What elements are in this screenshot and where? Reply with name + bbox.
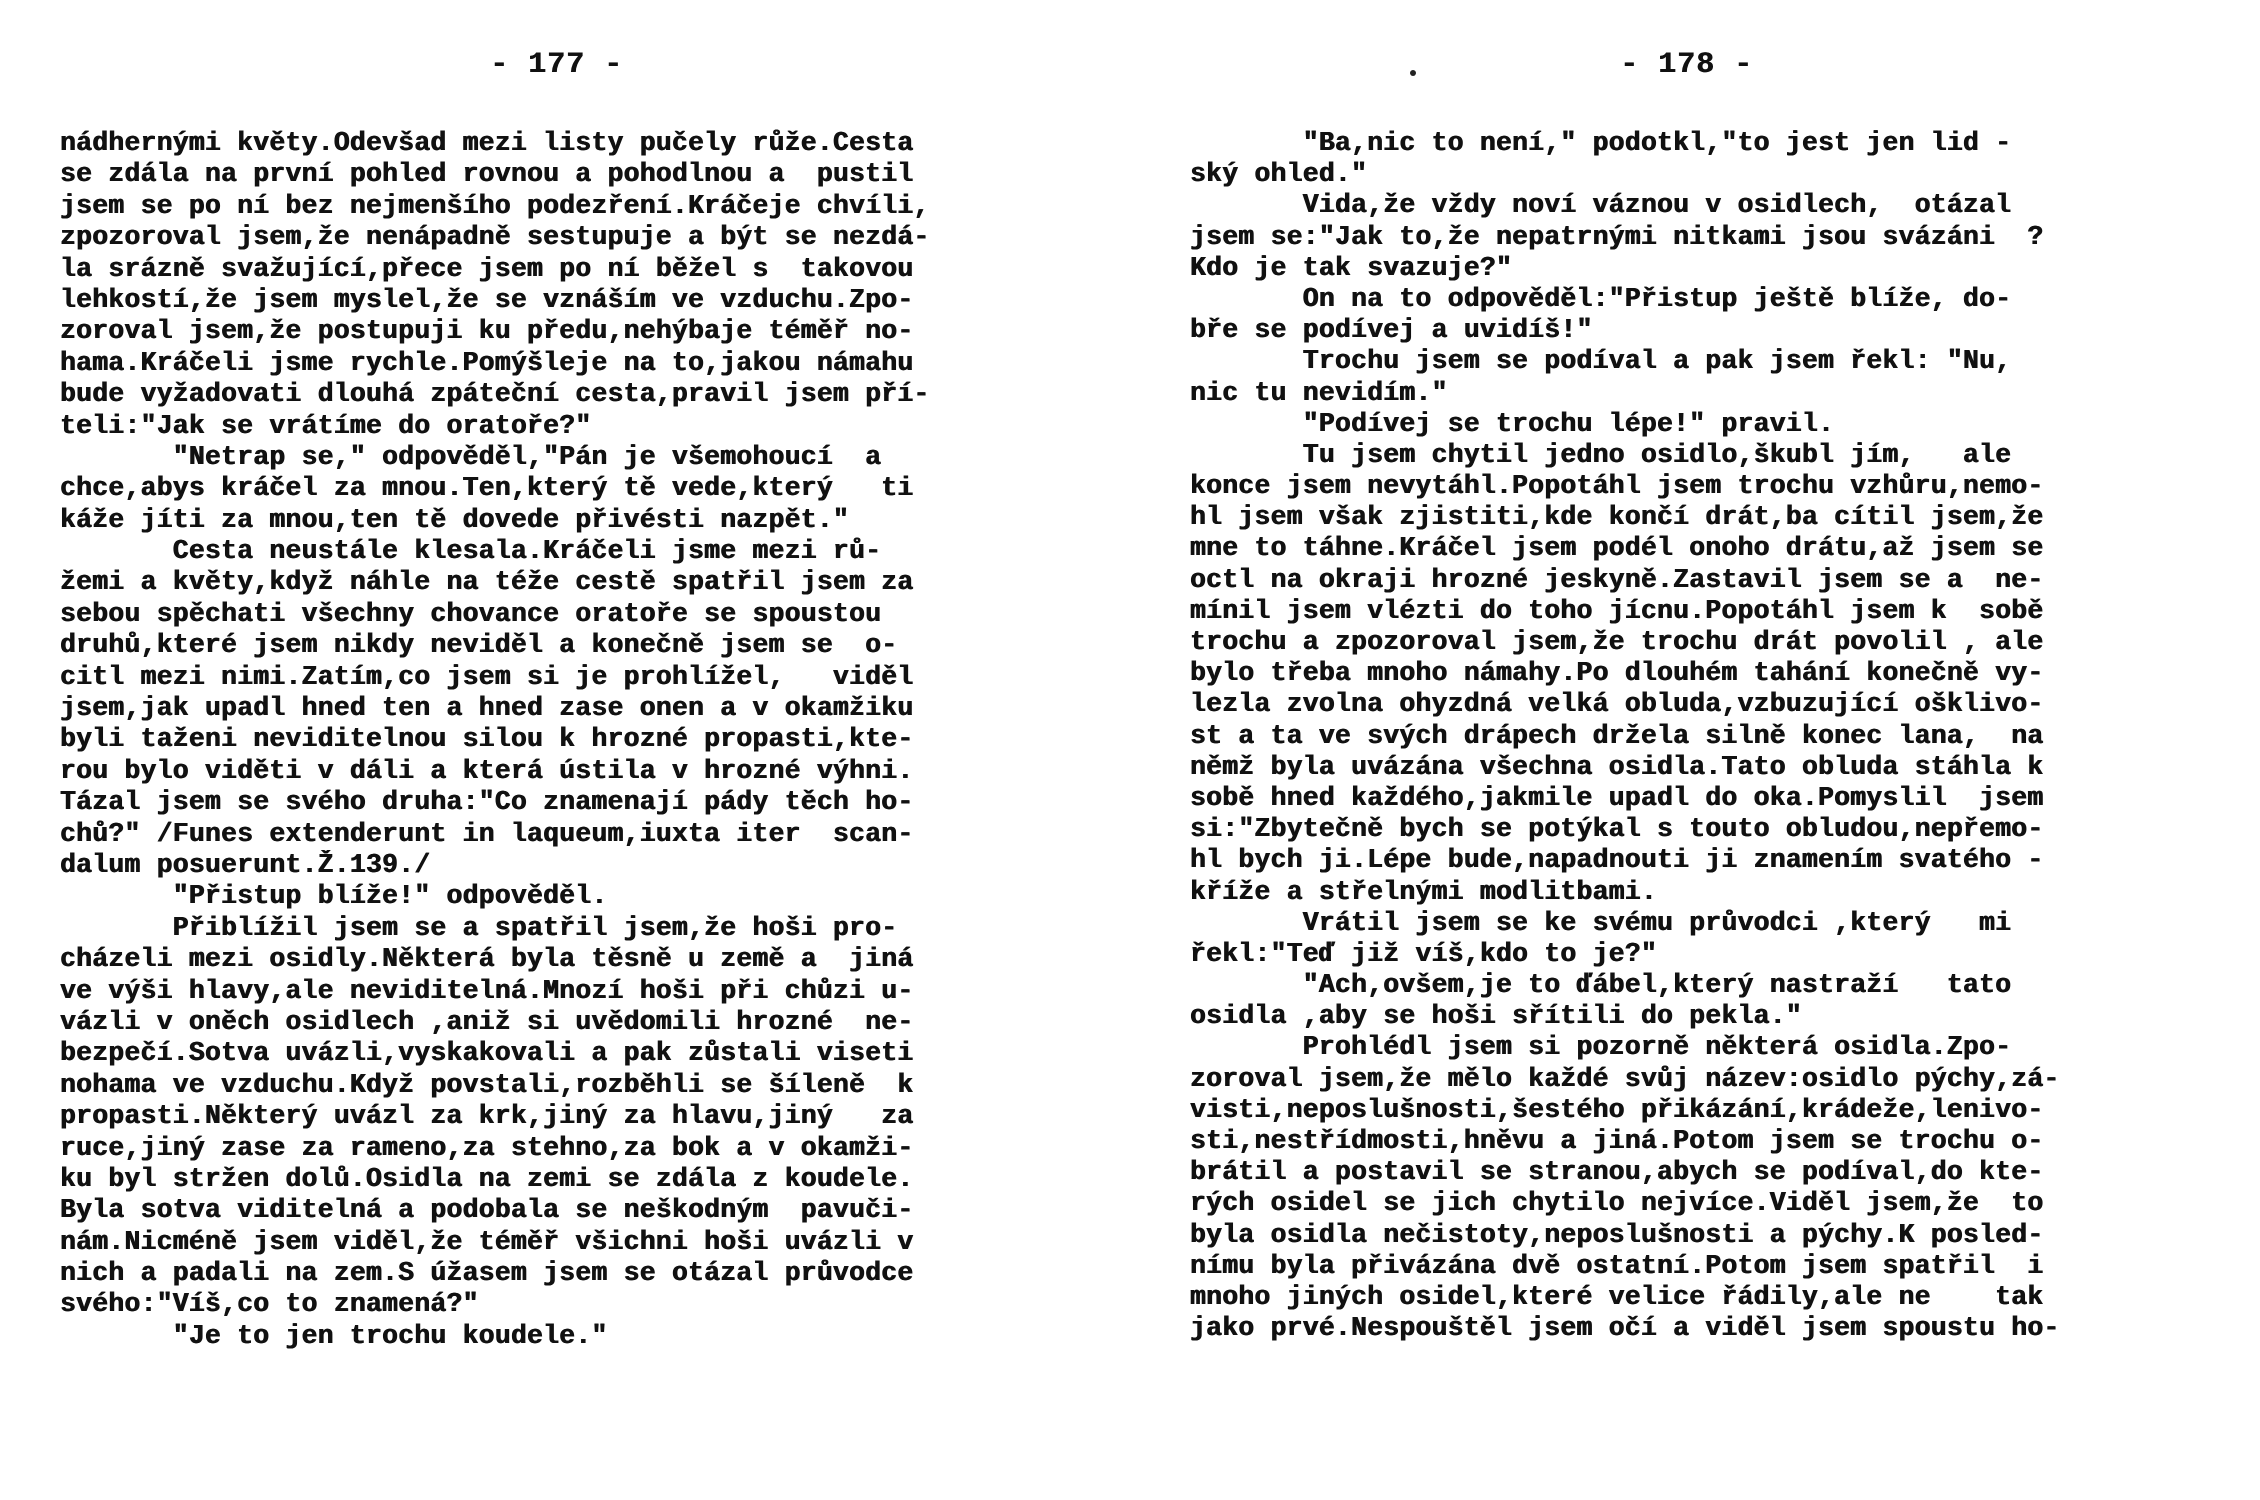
text-line: osidla ,aby se hoši sřítili do pekla." xyxy=(1190,1001,1802,1032)
page-number-right: - 178 - xyxy=(1620,48,1754,82)
text-line: Tázal jsem se svého druha:"Co znamenají pády těch ho- xyxy=(60,787,914,818)
text-line: teli:"Jak se vrátíme do oratoře?" xyxy=(60,410,592,441)
text-line: nich a padali na zem.S úžasem jsem se otázal průvodce xyxy=(60,1258,914,1289)
text-line: druhů,které jsem nikdy neviděl a konečně jsem se o- xyxy=(60,630,898,661)
text-line: Tu jsem chytil jedno osidlo,škubl jím, ale xyxy=(1190,439,2012,470)
text-line: "Netrap se," odpověděl,"Pán je všemohoucí a xyxy=(60,441,882,472)
text-line: Trochu jsem se podíval a pak jsem řekl: "Nu, xyxy=(1190,346,2012,377)
text-line: propasti.Některý uvázl za krk,jiný za hlavu,jiný za xyxy=(60,1101,914,1132)
text-line: chů?" /Funes extenderunt in laqueum,iuxta iter scan- xyxy=(60,818,914,849)
text-line: dalum posuerunt.Ž.139./ xyxy=(60,849,431,880)
text-line: káže jíti za mnou,ten tě dovede přivésti nazpět." xyxy=(60,504,850,535)
text-line: Cesta neustále klesala.Kráčeli jsme mezi rů- xyxy=(60,536,882,567)
text-line: sebou spěchati všechny chovance oratoře se spoustou xyxy=(60,598,882,629)
text-line: Vrátil jsem se ke svému průvodci ,který mi xyxy=(1190,907,2012,938)
text-line: kříže a střelnými modlitbami. xyxy=(1190,876,1657,907)
text-line: la srázně svažující,přece jsem po ní běžel s takovou xyxy=(60,253,914,284)
text-line: svého:"Víš,co to znamená?" xyxy=(60,1289,479,1320)
text-line: st a ta ve svých drápech držela silně konec lana, na xyxy=(1190,720,2044,751)
text-line: On na to odpověděl:"Přistup ještě blíže, do- xyxy=(1190,283,2012,314)
text-line: Přiblížil jsem se a spatřil jsem,že hoši pro- xyxy=(60,912,898,943)
text-line: konce jsem nevytáhl.Popotáhl jsem trochu vzhůru,nemo- xyxy=(1190,471,2044,502)
text-line: ruce,jiný zase za rameno,za stehno,za bok a v okamži- xyxy=(60,1132,914,1163)
text-line: lehkostí,že jsem myslel,že se vznáším ve vzduchu.Zpo- xyxy=(60,284,914,315)
text-line: si:"Zbytečně bych se potýkal s touto obludou,nepřemo- xyxy=(1190,814,2044,845)
text-line: žemi a květy,když náhle na téže cestě spatřil jsem za xyxy=(60,567,914,598)
text-line: nám.Nicméně jsem viděl,že téměř všichni hoši uvázli v xyxy=(60,1226,914,1257)
text-line: hama.Kráčeli jsme rychle.Pomýšleje na to,jakou námahu xyxy=(60,347,914,378)
text-line: visti,neposlušnosti,šestého přikázání,krádeže,lenivo- xyxy=(1190,1094,2044,1125)
text-line: Kdo je tak svazuje?" xyxy=(1190,252,1513,283)
text-line: "Ba,nic to není," podotkl,"to jest jen lid - xyxy=(1190,128,2012,158)
text-line: hl bych ji.Lépe bude,napadnouti ji znamením svatého - xyxy=(1190,845,2044,876)
text-line: jsem,jak upadl hned ten a hned zase onen a v okamžiku xyxy=(60,693,914,724)
text-line: nímu byla přivázána dvě ostatní.Potom jsem spatřil i xyxy=(1190,1250,2044,1281)
text-line: Vida,že vždy noví váznou v osidlech, otázal xyxy=(1190,190,2012,221)
text-line: ku byl stržen dolů.Osidla na zemi se zdála z koudele. xyxy=(60,1163,914,1194)
text-line: nic tu nevidím." xyxy=(1190,377,1448,408)
text-line: byla osidla nečistoty,neposlušnosti a pýchy.K posled- xyxy=(1190,1219,2044,1250)
text-line: lezla zvolna ohyzdná velká obluda,vzbuzující ošklivo- xyxy=(1190,689,2044,720)
text-line: jako prvé.Nespouštěl jsem očí a viděl jsem spoustu ho- xyxy=(1190,1313,2060,1344)
text-line: němž byla uvázána všechna osidla.Tato obluda stáhla k xyxy=(1190,751,2044,782)
text-line: bylo třeba mnoho námahy.Po dlouhém tahání konečně vy- xyxy=(1190,658,2044,689)
text-line: zoroval jsem,že postupuji ku předu,nehýbaje téměř no- xyxy=(60,316,914,347)
text-line: "Je to jen trochu koudele." xyxy=(60,1320,608,1351)
text-line: "Podívej se trochu lépe!" pravil. xyxy=(1190,408,1835,439)
right-page xyxy=(1190,0,2210,1500)
text-line: bezpečí.Sotva uvázli,vyskakovali a pak zůstali viseti xyxy=(60,1038,914,1069)
text-line: ský ohled." xyxy=(1190,159,1368,190)
text-line: mnoho jiných osidel,které velice řádily,ale ne tak xyxy=(1190,1281,2044,1312)
text-line: mne to táhne.Kráčel jsem podél onoho drátu,až jsem se xyxy=(1190,533,2044,564)
page-number-left: - 177 - xyxy=(490,48,624,82)
text-line: rých osidel se jich chytilo nejvíce.Viděl jsem,že to xyxy=(1190,1188,2044,1219)
text-line: nohama ve vzduchu.Když povstali,rozběhli se šíleně k xyxy=(60,1069,914,1100)
text-line: jsem se:"Jak to,že nepatrnými nitkami jsou svázáni ? xyxy=(1190,221,2044,252)
ink-speck xyxy=(1410,70,1416,76)
text-line: "Ach,ovšem,je to ďábel,který nastraží tato xyxy=(1190,970,2012,1001)
text-line: rou bylo viděti v dáli a která ústila v hrozné výhni. xyxy=(60,755,914,786)
left-page xyxy=(60,0,1090,1500)
text-line: citl mezi nimi.Zatím,co jsem si je prohlížel, viděl xyxy=(60,661,914,692)
text-line: cházeli mezi osidly.Některá byla těsně u země a jiná xyxy=(60,944,914,975)
text-line: řekl:"Teď již víš,kdo to je?" xyxy=(1190,938,1657,969)
text-line: hl jsem však zjistiti,kde končí drát,ba cítil jsem,že xyxy=(1190,502,2044,533)
text-line: bře se podívej a uvidíš!" xyxy=(1190,315,1593,346)
text-line: jsem se po ní bez nejmenšího podezření.Kráčeje chvíli, xyxy=(60,190,930,221)
text-line: sti,nestřídmosti,hněvu a jiná.Potom jsem se trochu o- xyxy=(1190,1126,2044,1156)
text-line: byli taženi neviditelnou silou k hrozné propasti,kte- xyxy=(60,724,914,755)
text-line: zoroval jsem,že mělo každé svůj název:osidlo pýchy,zá- xyxy=(1190,1063,2060,1094)
text-line: zpozoroval jsem,že nenápadně sestupuje a být se nezdá- xyxy=(60,222,930,253)
left-page-text xyxy=(60,128,1090,1352)
text-line: chce,abys kráčel za mnou.Ten,který tě vede,který ti xyxy=(60,473,914,504)
text-line: mínil jsem vlézti do toho jícnu.Popotáhl jsem k sobě xyxy=(1190,595,2044,626)
text-line: bude vyžadovati dlouhá zpáteční cesta,pravil jsem pří- xyxy=(60,379,930,410)
text-line: Prohlédl jsem si pozorně některá osidla.Zpo- xyxy=(1190,1032,2012,1063)
text-line: vázli v oněch osidlech ,aniž si uvědomili hrozné ne- xyxy=(60,1006,914,1037)
text-line: nádhernými květy.Odevšad mezi listy pučely růže.Cesta xyxy=(60,128,914,158)
text-line: octl na okraji hrozné jeskyně.Zastavil jsem se a ne- xyxy=(1190,564,2044,595)
text-line: Byla sotva viditelná a podobala se neškodným pavuči- xyxy=(60,1195,914,1226)
text-line: brátil a postavil se stranou,abych se podíval,do kte- xyxy=(1190,1157,2044,1188)
text-line: ve výši hlavy,ale neviditelná.Mnozí hoši při chůzi u- xyxy=(60,975,914,1006)
text-line: se zdála na první pohled rovnou a pohodlnou a pustil xyxy=(60,159,914,190)
text-line: "Přistup blíže!" odpověděl. xyxy=(60,881,608,912)
right-page-text xyxy=(1190,128,2210,1344)
text-line: sobě hned každého,jakmile upadl do oka.Pomyslil jsem xyxy=(1190,782,2044,813)
text-line: trochu a zpozoroval jsem,že trochu drát povolil , ale xyxy=(1190,627,2044,657)
